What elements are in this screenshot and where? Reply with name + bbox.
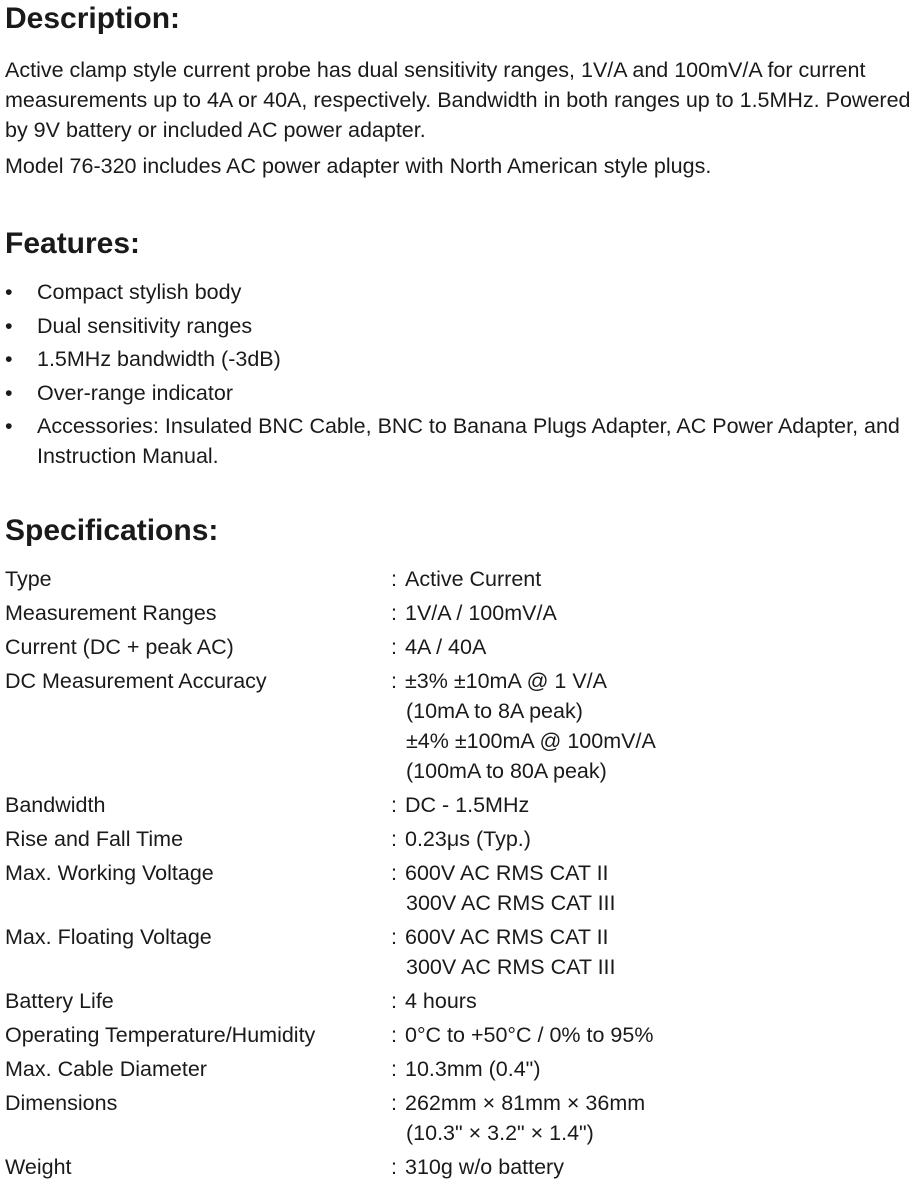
spec-value: 4 hours bbox=[405, 989, 477, 1013]
spec-value: 4A / 40A bbox=[405, 635, 487, 659]
feature-text: Dual sensitivity ranges bbox=[37, 313, 253, 338]
spec-value: 10.3mm (0.4") bbox=[405, 1057, 541, 1081]
bullet-icon: • bbox=[5, 280, 13, 304]
spec-value: ±3% ±10mA @ 1 V/A bbox=[405, 669, 607, 693]
spec-label: Bandwidth bbox=[5, 793, 106, 817]
spec-value: 300V AC RMS CAT III bbox=[406, 955, 616, 979]
list-item bbox=[5, 411, 917, 471]
spec-label: Current (DC + peak AC) bbox=[5, 635, 234, 659]
spec-value: (10.3" × 3.2" × 1.4") bbox=[406, 1121, 594, 1145]
spec-colon: : bbox=[391, 635, 397, 659]
spec-colon: : bbox=[391, 793, 397, 817]
spec-values bbox=[405, 1020, 917, 1050]
bullet-icon: • bbox=[5, 313, 13, 338]
spec-values bbox=[405, 564, 917, 594]
description-heading: Description: bbox=[5, 2, 181, 35]
spec-label: Max. Cable Diameter bbox=[5, 1057, 207, 1081]
list-item bbox=[5, 344, 917, 374]
spec-label: Dimensions bbox=[5, 1091, 118, 1115]
spec-value: (10mA to 8A peak) bbox=[406, 699, 583, 723]
spec-label: Measurement Ranges bbox=[5, 601, 217, 625]
bullet-icon: • bbox=[5, 347, 13, 371]
spec-values bbox=[405, 1088, 917, 1148]
spec-colon: : bbox=[391, 567, 397, 591]
specifications-heading: Specifications: bbox=[5, 514, 219, 547]
spec-value: 300V AC RMS CAT III bbox=[406, 891, 616, 915]
feature-text: Accessories: Insulated BNC Cable, BNC to Banana Plugs Adapter, AC Power Adapter, and Instruction Manual. bbox=[37, 414, 900, 468]
spec-values bbox=[405, 598, 917, 628]
spec-colon: : bbox=[391, 827, 397, 851]
list-item bbox=[5, 277, 917, 307]
spec-values bbox=[405, 1152, 917, 1182]
specifications-table bbox=[5, 564, 917, 1186]
spec-label: Type bbox=[5, 567, 52, 591]
spec-label: Rise and Fall Time bbox=[5, 827, 184, 851]
spec-values bbox=[405, 986, 917, 1016]
features-heading: Features: bbox=[5, 227, 141, 260]
spec-values bbox=[405, 632, 917, 662]
spec-colon: : bbox=[391, 1091, 397, 1115]
spec-label: Operating Temperature/Humidity bbox=[5, 1023, 316, 1047]
spec-colon: : bbox=[391, 1057, 397, 1081]
spec-value: (100mA to 80A peak) bbox=[406, 759, 607, 783]
bullet-icon: • bbox=[5, 414, 13, 438]
spec-row-type bbox=[5, 564, 917, 594]
features-list bbox=[5, 277, 917, 475]
spec-values bbox=[405, 824, 917, 854]
list-item bbox=[5, 378, 917, 408]
spec-colon: : bbox=[391, 669, 397, 693]
spec-row-weight bbox=[5, 1152, 917, 1182]
spec-label: Battery Life bbox=[5, 989, 114, 1013]
description-paragraph: Model 76-320 includes AC power adapter with North American style plugs. bbox=[5, 154, 712, 178]
spec-label: Max. Floating Voltage bbox=[5, 925, 212, 949]
spec-value: 0.23μs (Typ.) bbox=[405, 827, 531, 851]
spec-colon: : bbox=[391, 601, 397, 625]
spec-colon: : bbox=[391, 861, 397, 885]
spec-row-bandwidth bbox=[5, 790, 917, 820]
spec-row-current bbox=[5, 632, 917, 662]
spec-value: 600V AC RMS CAT II bbox=[405, 861, 609, 885]
spec-row-dc-accuracy bbox=[5, 666, 917, 786]
spec-row-working-voltage bbox=[5, 858, 917, 918]
spec-row-dimensions bbox=[5, 1088, 917, 1148]
spec-label: Max. Working Voltage bbox=[5, 861, 214, 885]
spec-row-battery-life bbox=[5, 986, 917, 1016]
feature-text: Over-range indicator bbox=[37, 380, 233, 405]
spec-value: DC - 1.5MHz bbox=[405, 793, 530, 817]
feature-text: 1.5MHz bandwidth (-3dB) bbox=[37, 347, 281, 371]
spec-value: ±4% ±100mA @ 100mV/A bbox=[406, 729, 656, 753]
spec-value: 600V AC RMS CAT II bbox=[405, 925, 609, 949]
spec-value: 310g w/o battery bbox=[405, 1155, 564, 1179]
spec-row-rise-fall-time bbox=[5, 824, 917, 854]
spec-row-cable-diameter bbox=[5, 1054, 917, 1084]
spec-colon: : bbox=[391, 925, 397, 949]
spec-label: DC Measurement Accuracy bbox=[5, 669, 267, 693]
spec-colon: : bbox=[391, 1023, 397, 1047]
spec-value: 262mm × 81mm × 36mm bbox=[405, 1091, 646, 1115]
bullet-icon: • bbox=[5, 380, 13, 405]
spec-value: 0°C to +50°C / 0% to 95% bbox=[405, 1023, 654, 1047]
spec-value: Active Current bbox=[405, 567, 542, 591]
spec-value: 1V/A / 100mV/A bbox=[405, 601, 557, 625]
spec-values bbox=[405, 1054, 917, 1084]
spec-colon: : bbox=[391, 989, 397, 1013]
spec-label: Weight bbox=[5, 1155, 72, 1179]
list-item bbox=[5, 311, 917, 341]
spec-values bbox=[405, 858, 917, 918]
feature-text: Compact stylish body bbox=[37, 280, 242, 304]
description-paragraph: Active clamp style current probe has dual sensitivity ranges, 1V/A and 100mV/A for current measurements up to 4A or 40A, respectively. Bandwidth in both ranges up to 1.5MHz. Powered by 9V battery or included AC power adapter. bbox=[5, 58, 911, 142]
spec-row-operating-temperature bbox=[5, 1020, 917, 1050]
spec-values bbox=[405, 790, 917, 820]
spec-colon: : bbox=[391, 1155, 397, 1179]
spec-values bbox=[405, 666, 917, 786]
spec-row-floating-voltage bbox=[5, 922, 917, 982]
spec-values bbox=[405, 922, 917, 982]
description-body bbox=[5, 55, 917, 181]
spec-row-measurement-ranges bbox=[5, 598, 917, 628]
